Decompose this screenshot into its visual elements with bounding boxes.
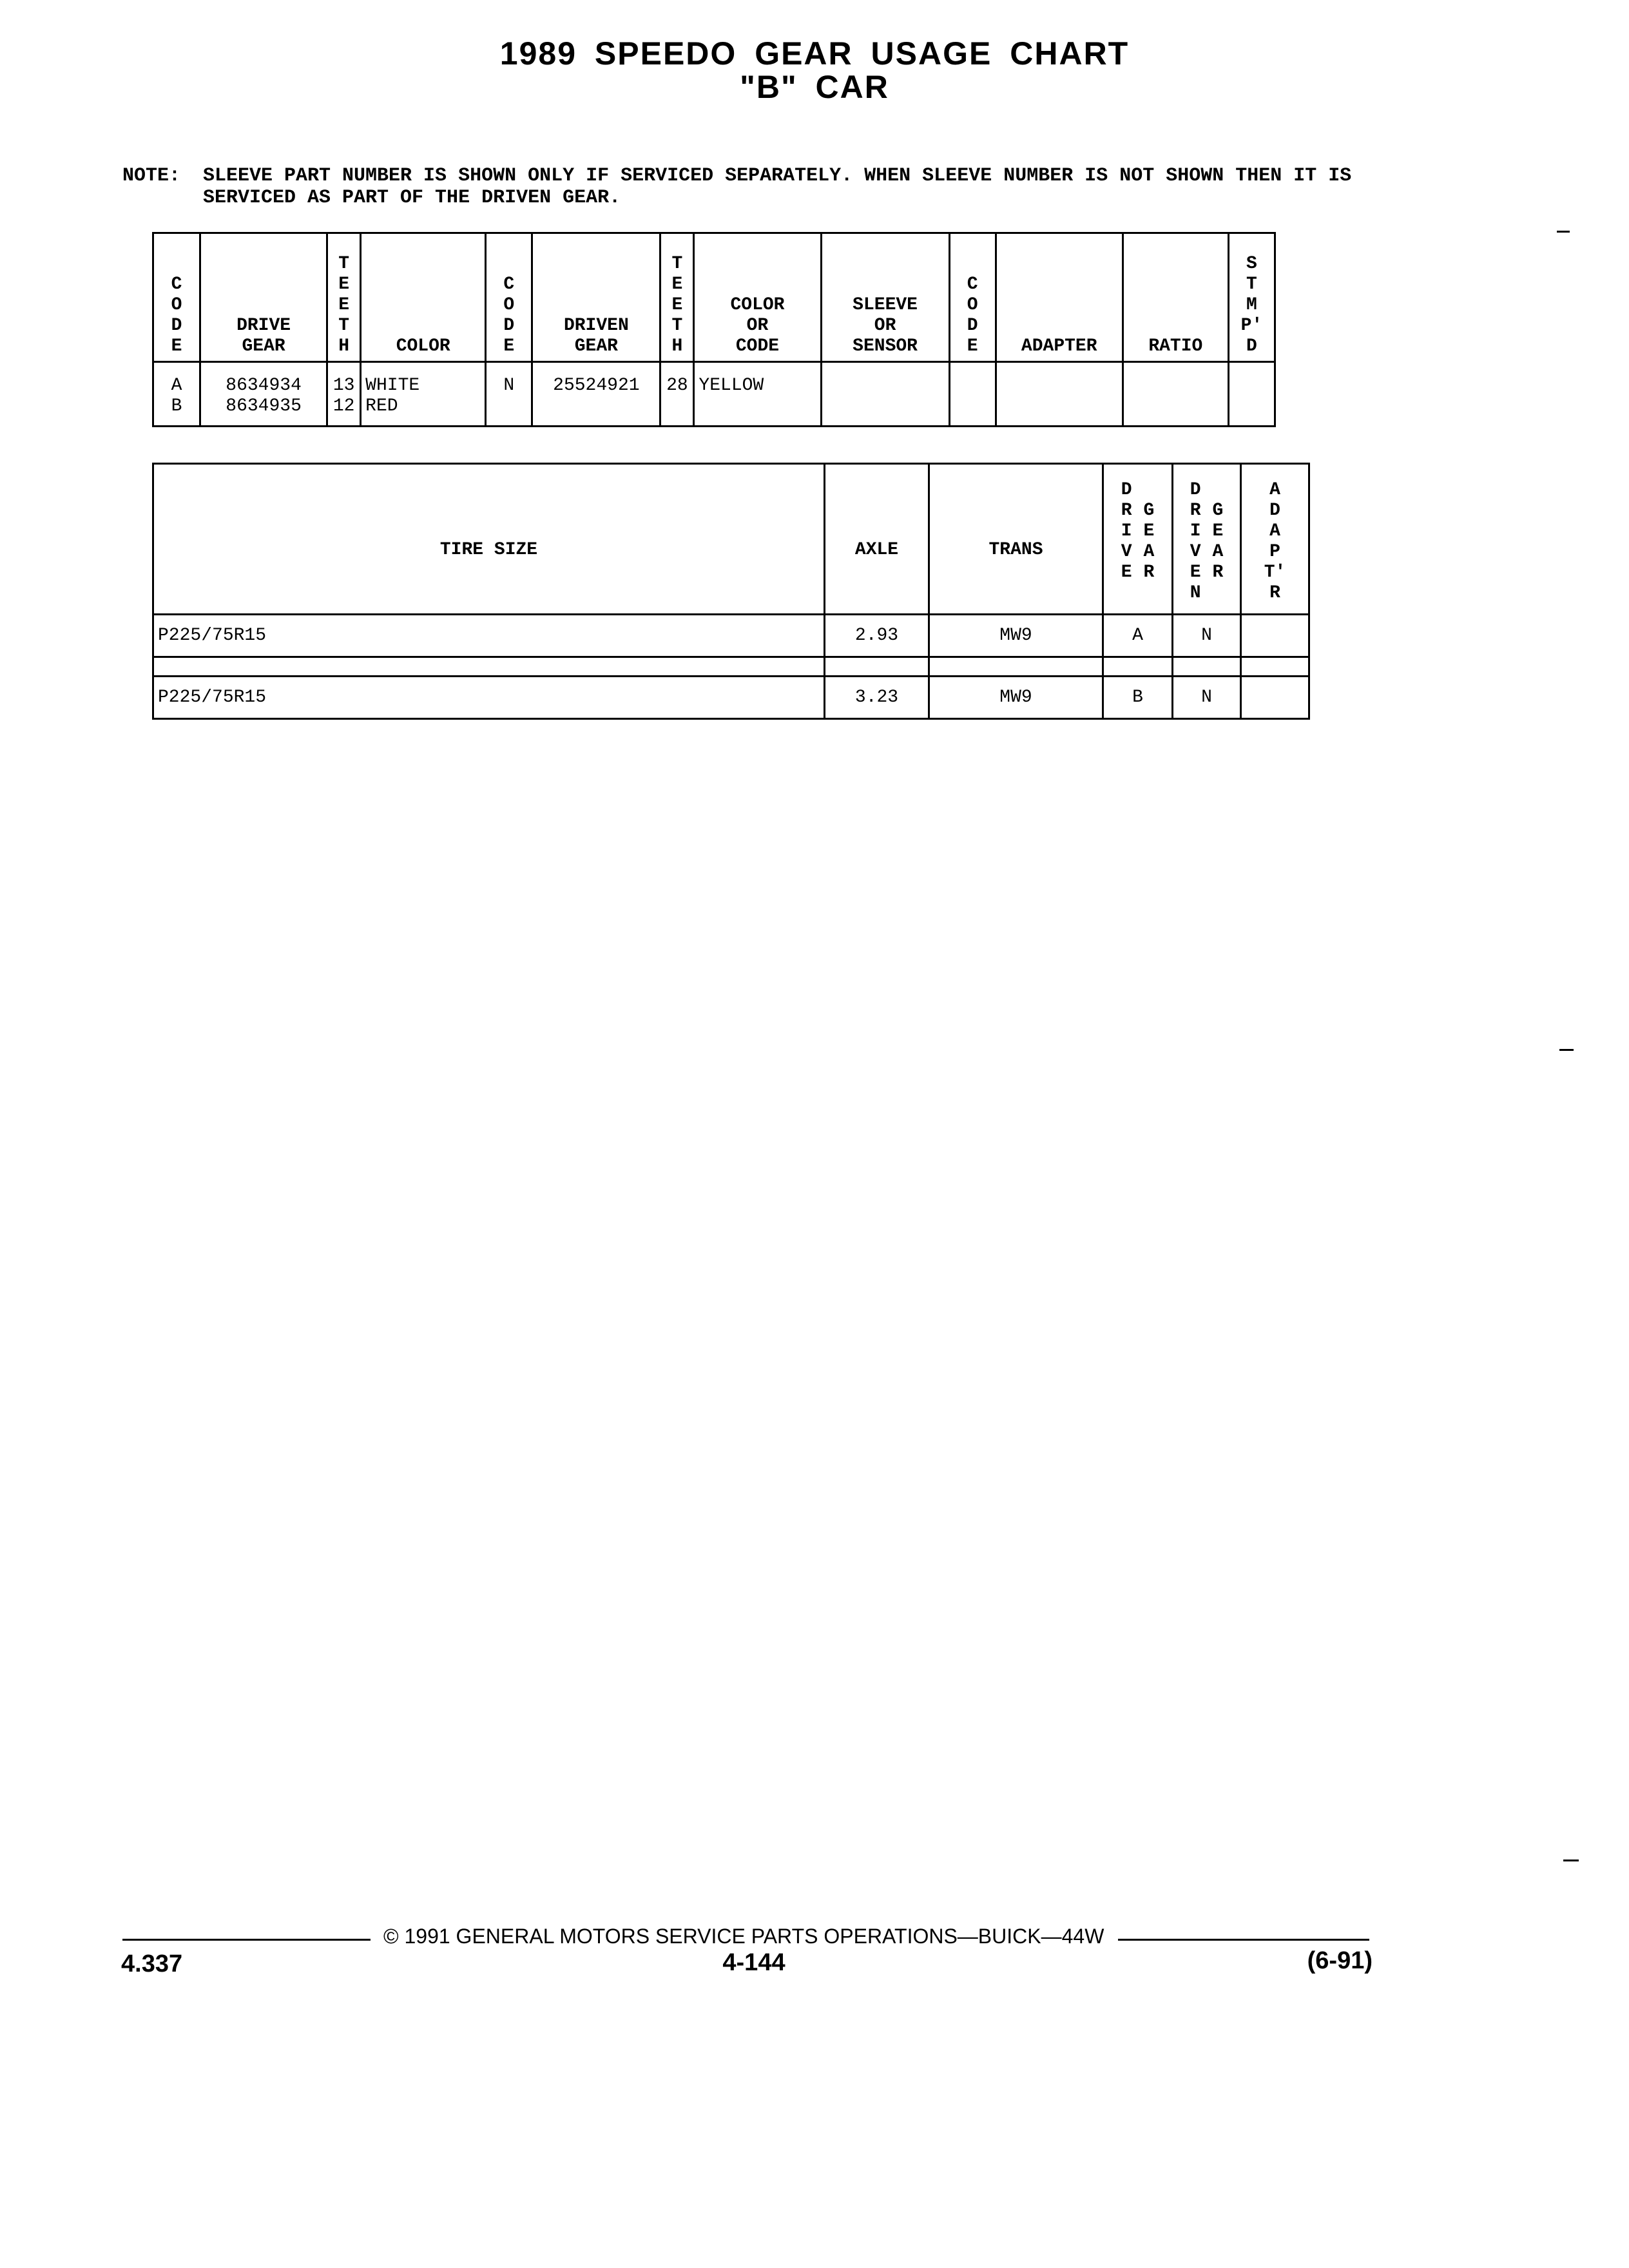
header-sleeve-or-sensor: SLEEVE OR SENSOR (821, 233, 949, 362)
footer-rule-right (1118, 1939, 1369, 1941)
cell-sleeve-or-sensor (821, 362, 949, 427)
cell-code-1: A B (153, 362, 200, 427)
tire-table-header-row (153, 464, 1309, 615)
cell-drive-gear: 8634934 8634935 (200, 362, 327, 427)
cell-adaptr (1241, 657, 1309, 677)
cell-drive-gear: B (1103, 677, 1173, 719)
header-gear-label-1: G E A R (1143, 501, 1155, 582)
header-ratio: RATIO (1123, 233, 1228, 362)
cell-adaptr (1241, 615, 1309, 657)
header-color: COLOR (361, 233, 486, 362)
cell-tire-size: P225/75R15 (153, 615, 825, 657)
header-code-2: C O D E (486, 233, 532, 362)
margin-tick-mark (1559, 1049, 1574, 1051)
margin-tick-mark (1563, 1860, 1579, 1861)
footer-page-code-left: 4.337 (121, 1950, 183, 1977)
cell-color-or-code: YELLOW (694, 362, 821, 427)
cell-drive-gear: A (1103, 615, 1173, 657)
cell-trans: MW9 (929, 615, 1103, 657)
header-drive-gear-col (1103, 464, 1173, 615)
header-drive-label: D R I V E (1121, 480, 1132, 582)
cell-driven-gear (1173, 657, 1241, 677)
header-driven-label: D R I V E N (1190, 480, 1201, 603)
cell-ratio (1123, 362, 1228, 427)
cell-trans (929, 657, 1103, 677)
footer-rule-left (122, 1939, 371, 1941)
cell-adapter (996, 362, 1123, 427)
cell-adaptr (1241, 677, 1309, 719)
header-code-3: C O D E (949, 233, 996, 362)
cell-axle: 2.93 (825, 615, 929, 657)
note-text-line1: SLEEVE PART NUMBER IS SHOWN ONLY IF SERVICED SEPARATELY. WHEN SLEEVE NUMBER IS NOT SHOWN THEN IT IS (203, 165, 1352, 187)
cell-code-2: N (486, 362, 532, 427)
cell-code-3 (949, 362, 996, 427)
table-row (153, 615, 1309, 657)
footer-copyright: © 1991 GENERAL MOTORS SERVICE PARTS OPERATIONS—BUICK—44W (383, 1925, 1104, 1948)
cell-teeth-2: 28 (660, 362, 694, 427)
cell-trans: MW9 (929, 677, 1103, 719)
header-gear-label-2: G E A R (1212, 501, 1224, 582)
header-stmpd: S T M P' D (1228, 233, 1275, 362)
cell-tire-size (153, 657, 825, 677)
footer-date-code: (6-91) (1307, 1947, 1373, 1974)
header-color-or-code: COLOR OR CODE (694, 233, 821, 362)
table-row (153, 362, 1275, 427)
header-teeth-1: T E E T H (327, 233, 361, 362)
header-trans: TRANS (929, 464, 1103, 615)
cell-teeth-1: 13 12 (327, 362, 361, 427)
table-row-spacer (153, 657, 1309, 677)
header-teeth-2: T E E T H (660, 233, 694, 362)
cell-axle (825, 657, 929, 677)
header-adapter: ADAPTER (996, 233, 1123, 362)
cell-driven-gear: N (1173, 677, 1241, 719)
header-code-1: C O D E (153, 233, 200, 362)
tire-usage-table (152, 463, 1310, 720)
cell-stmpd (1228, 362, 1275, 427)
note-text-line2: SERVICED AS PART OF THE DRIVEN GEAR. (203, 187, 621, 209)
cell-driven-gear: 25524921 (532, 362, 660, 427)
cell-color: WHITE RED (361, 362, 486, 427)
cell-driven-gear: N (1173, 615, 1241, 657)
header-axle: AXLE (825, 464, 929, 615)
gear-usage-table (152, 232, 1276, 427)
margin-tick-mark (1557, 231, 1570, 233)
cell-drive-gear (1103, 657, 1173, 677)
page-title: 1989 SPEEDO GEAR USAGE CHART (499, 35, 1130, 72)
header-adaptr: A D A P T' R (1241, 464, 1309, 615)
cell-axle: 3.23 (825, 677, 929, 719)
header-tire-size: TIRE SIZE (153, 464, 825, 615)
header-driven-gear: DRIVEN GEAR (532, 233, 660, 362)
cell-tire-size: P225/75R15 (153, 677, 825, 719)
header-drive-gear: DRIVE GEAR (200, 233, 327, 362)
footer-page-code-center: 4-144 (722, 1949, 786, 1976)
table-row (153, 677, 1309, 719)
gear-table-header-row (153, 233, 1275, 362)
page-subtitle: "B" CAR (740, 69, 889, 105)
header-driven-gear-col (1173, 464, 1241, 615)
note-label: NOTE: (122, 165, 181, 187)
